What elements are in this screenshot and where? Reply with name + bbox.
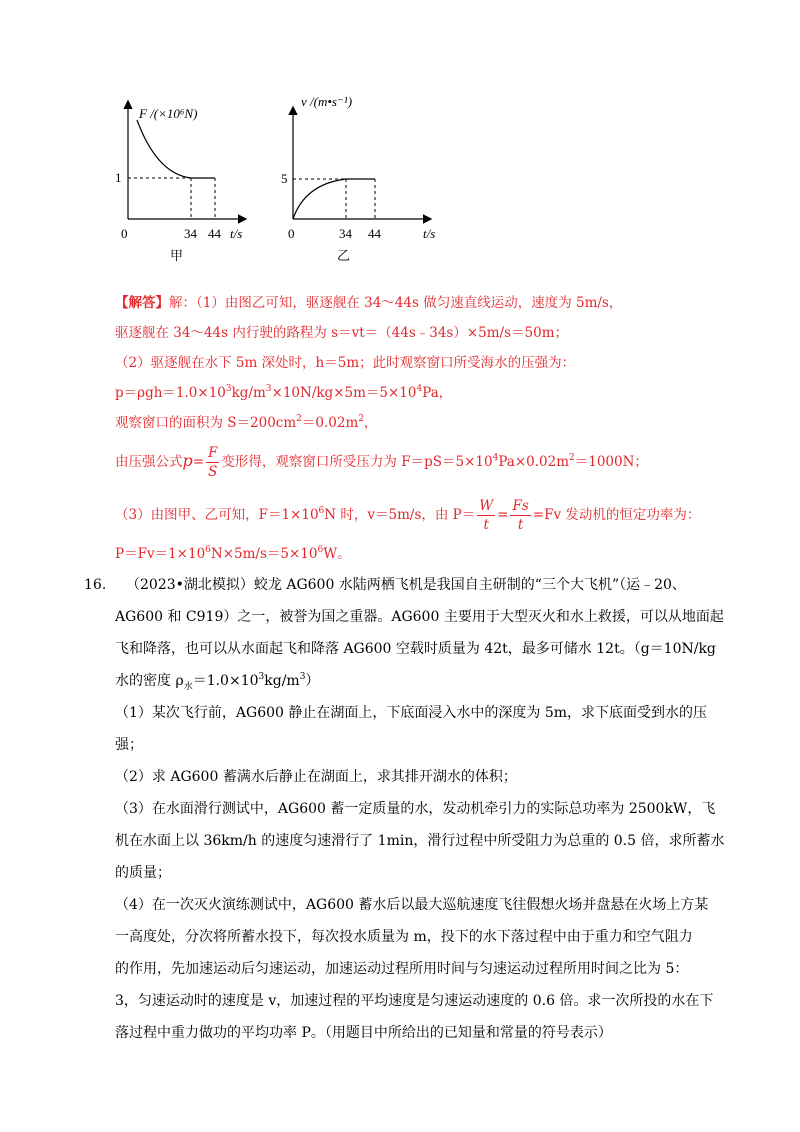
jia-force-curve bbox=[137, 120, 215, 178]
yi-velocity-curve bbox=[293, 179, 375, 219]
graph-jia bbox=[115, 102, 245, 263]
question-part-4-c: 的作用，先加速运动后匀速运动，加速运动过程所用时间与匀速运动过程所用时间之比为 5： bbox=[115, 961, 689, 977]
yi-tick-y: 5 bbox=[281, 171, 288, 186]
question-line-4: 水的密度 $\rho_水=1.0\times 10^3kg/m^3$） bbox=[115, 672, 320, 692]
question-part-4-a: （4）在一次灭火演练测试中，AG600 蓄水后以最大巡航速度飞往假想火场并盘悬在火场上方某 bbox=[115, 897, 709, 913]
question-part-2: （2）求 AG600 蓄满水后静止在湖面上，求其排开湖水的体积； bbox=[115, 769, 517, 785]
question-part-4-b: 一高度处，分次将所蓄水投下，每次投水质量为 m，投下的水下落过程中由于重力和空气阻力 bbox=[115, 929, 693, 945]
question-part-3-c: 的质量； bbox=[115, 865, 171, 881]
jia-y-label: F /(×10⁶N) bbox=[139, 106, 198, 121]
question-line-3: 飞和降落，也可以从水面起飞和降落 AG600 空载时质量为 42t，最多可储水 12t。（g＝10N/kg bbox=[115, 641, 716, 657]
jia-origin: 0 bbox=[121, 226, 128, 241]
answer-label: 【解答】 bbox=[115, 295, 169, 311]
yi-y-label: v /(m•s⁻¹) bbox=[301, 94, 353, 109]
answer-line-4: $p=\rho gh=1.0\times 10^3kg/m^3\times 10N/kg\times 5m=5\times 10^4Pa$， bbox=[115, 384, 453, 401]
jia-x-label: t/s bbox=[230, 226, 243, 241]
question-part-3-b: 机在水面上以 36km/h 的速度匀速滑行了 1min，滑行过程中所受阻力为总重的 0.5 倍，求所蓄水 bbox=[115, 833, 725, 849]
answer-line-8: $P=Fv=1\times 10^6N\times 5m/s=5\times 10^6W$。 bbox=[115, 545, 351, 562]
yi-origin: 0 bbox=[288, 226, 295, 241]
jia-caption: 甲 bbox=[170, 248, 184, 263]
question-part-3-a: （3）在水面滑行测试中，AG600 蓄一定质量的水，发动机牵引力的实际总功率为 2500kW，飞 bbox=[115, 801, 716, 817]
yi-tick-x1: 34 bbox=[339, 226, 352, 241]
question-line-2: AG600 和 C919）之一，被誉为国之重器。AG600 主要用于大型灭火和水上救援，可以从地面起 bbox=[115, 609, 724, 625]
answer-line-3: （2）驱逐舰在水下 5m 深处时，h＝5m；此时观察窗口所受海水的压强为： bbox=[115, 355, 576, 371]
jia-tick-x2: 44 bbox=[208, 226, 221, 241]
yi-caption: 乙 bbox=[337, 248, 351, 263]
answer-line-5: 观察窗口的面积为 $S=200cm^2=0.02m^2$， bbox=[115, 414, 378, 431]
question-number: 16. bbox=[84, 577, 107, 593]
power-fraction-w-t: $\frac{W}{t}$ bbox=[479, 498, 494, 533]
graph-yi bbox=[281, 94, 435, 263]
question-line-1: （2023•湖北模拟）蛟龙 AG600 水陆两栖飞机是我国自主研制的“三个大飞机”（运﹣20、 bbox=[126, 577, 686, 593]
question-part-4-e: 落过程中重力做功的平均功率 P。（用题目中所给出的已知量和常量的符号表示） bbox=[115, 1025, 612, 1041]
pressure-formula-fraction: $\frac{F}{S}$ bbox=[208, 445, 218, 480]
answer-line-6: 由压强公式p= $\frac{F}{S}$ 变形得，观察窗口所受压力为 $F=pS=5\times 10^4Pa\times 0.02m^2=1000N$； bbox=[115, 445, 648, 480]
jia-tick-y: 1 bbox=[115, 170, 122, 185]
graphs-svg bbox=[105, 86, 465, 276]
graphs-figure bbox=[105, 86, 465, 276]
jia-tick-x1: 34 bbox=[184, 226, 197, 241]
question-part-1-b: 强； bbox=[115, 737, 143, 753]
question-part-4-d: 3，匀速运动时的速度是 v，加速过程的平均速度是匀速运动速度的 0.6 倍。求一次所投的水在下 bbox=[115, 993, 714, 1009]
answer-line-7: （3）由图甲、乙可知，$F=1\times 10^6N$ 时，v＝5m/s，由 P＝ $\frac{W}{t}$ = $\frac{Fs}{t}$ =Fv 发动机的恒定功率为： bbox=[115, 498, 701, 533]
question-part-1-a: （1）某次飞行前，AG600 静止在湖面上，下底面浸入水中的深度为 5m，求下底面受到水的压 bbox=[115, 705, 708, 721]
yi-tick-x2: 44 bbox=[368, 226, 381, 241]
yi-x-label: t/s bbox=[423, 226, 436, 241]
power-fraction-fs-t: $\frac{Fs}{t}$ bbox=[512, 498, 529, 533]
answer-line-2: 驱逐舰在 34～44s 内行驶的路程为 s＝vt＝（44s﹣34s）×5m/s＝50m； bbox=[115, 325, 569, 341]
answer-line-1: 【解答】解：（1）由图乙可知，驱逐舰在 34～44s 做匀速直线运动，速度为 5m/s， bbox=[115, 295, 623, 311]
